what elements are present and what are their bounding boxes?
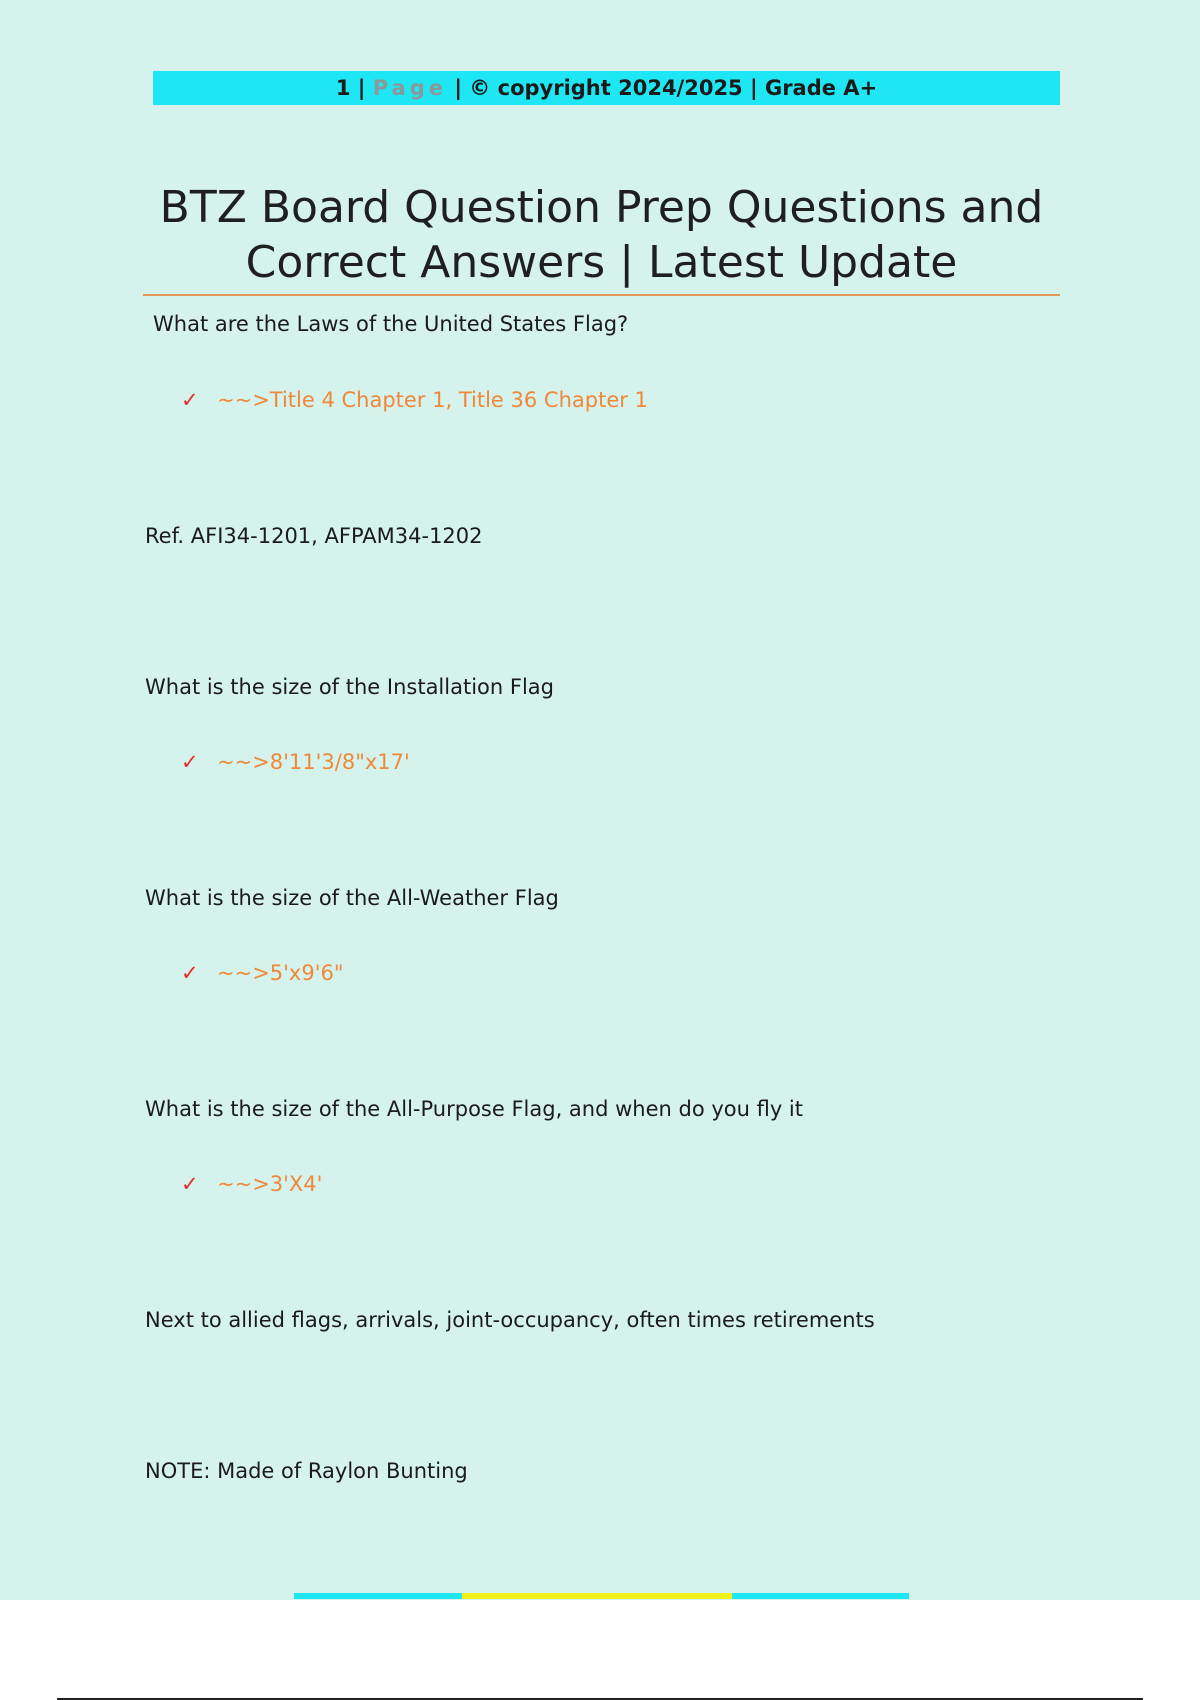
title-underline xyxy=(143,294,1060,296)
footer-bar-yellow xyxy=(462,1593,732,1599)
document-title xyxy=(143,180,1060,290)
answer-1-text: ~~>Title 4 Chapter 1, Title 36 Chapter 1 xyxy=(217,388,648,412)
answer-1 xyxy=(181,387,648,413)
question-2: What is the size of the Installation Flag xyxy=(145,675,554,699)
reference-line: Ref. AFI34-1201, AFPAM34-1202 xyxy=(145,524,483,548)
copyright-text: | © copyright 2024/2025 | Grade A+ xyxy=(454,76,878,100)
answer-2-text: ~~>8'11'3/8"x17' xyxy=(217,750,410,774)
footer-bar-cyan-left xyxy=(294,1593,462,1599)
title-line-1: BTZ Board Question Prep Questions and xyxy=(159,182,1044,233)
material-note: NOTE: Made of Raylon Bunting xyxy=(145,1459,468,1483)
check-icon: ✓ xyxy=(181,1172,199,1196)
page-header-bar xyxy=(153,71,1060,105)
check-icon: ✓ xyxy=(181,750,199,774)
footer-bar-cyan-right xyxy=(732,1593,909,1599)
page-label: Page xyxy=(372,76,448,100)
question-4: What is the size of the All-Purpose Flag, and when do you fly it xyxy=(145,1097,804,1121)
check-icon: ✓ xyxy=(181,388,199,412)
question-1: What are the Laws of the United States Flag? xyxy=(153,312,629,336)
answer-4-text: ~~>3'X4' xyxy=(217,1172,323,1196)
question-3: What is the size of the All-Weather Flag xyxy=(145,886,559,910)
title-line-2: Correct Answers | Latest Update xyxy=(245,237,958,288)
page-number: 1 xyxy=(335,76,351,100)
answer-3 xyxy=(181,960,344,986)
answer-3-text: ~~>5'x9'6" xyxy=(217,961,344,985)
answer-2 xyxy=(181,749,410,775)
check-icon: ✓ xyxy=(181,961,199,985)
usage-note: Next to allied flags, arrivals, joint-occupancy, often times retirements xyxy=(145,1308,875,1332)
header-separator: | xyxy=(357,76,366,100)
answer-4 xyxy=(181,1171,322,1197)
